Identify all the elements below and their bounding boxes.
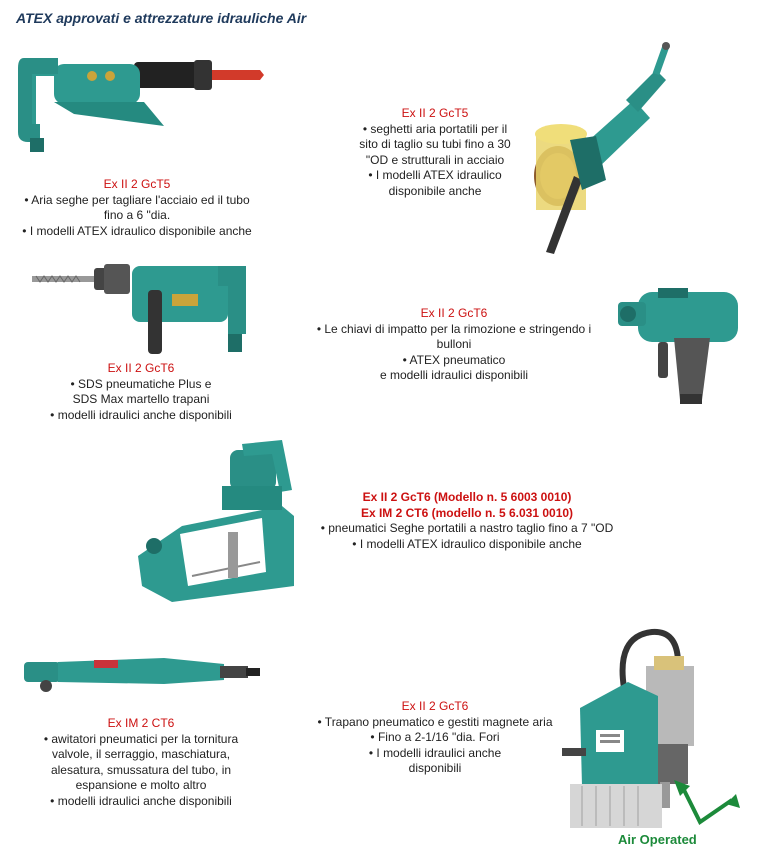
- pipe-saw-line-5: disponibile anche: [388, 183, 482, 198]
- pipe-saw-code: Ex II 2 GcT5: [401, 106, 469, 120]
- nutrunner-line-3: alesatura, smussatura del tubo, in: [50, 762, 232, 777]
- nutrunner-image: [24, 648, 260, 696]
- band-saw-text: [300, 490, 634, 552]
- reciprocating-saw-image: [14, 54, 264, 158]
- band-saw-image: [132, 436, 302, 606]
- magnet-drill-line-4: disponibili: [408, 761, 462, 775]
- pipe-saw-line-1: • seghetti aria portatili per il: [362, 121, 508, 136]
- reciprocating-saw-line-3: • I modelli ATEX idraulico disponibile anche: [22, 223, 252, 238]
- impact-wrench-line-2: bulloni: [436, 337, 472, 351]
- band-saw-code-2: Ex IM 2 CT6 (modello n. 5 6.031 0010): [360, 505, 574, 520]
- air-operated-label: Air Operated: [618, 832, 697, 847]
- hammer-drill-image: [32, 262, 250, 358]
- nutrunner-code: Ex IM 2 CT6: [107, 716, 175, 730]
- hammer-drill-line-2: SDS Max martello trapani: [72, 392, 210, 406]
- hammer-drill-line-3: • modelli idraulici anche disponibili: [50, 407, 232, 422]
- hammer-drill-line-1: • SDS pneumatiche Plus e: [70, 376, 212, 391]
- magnet-drill-line-1: • Trapano pneumatico e gestiti magnete aria: [317, 714, 553, 729]
- pipe-saw-image: [526, 40, 676, 260]
- nutrunner-line-1: • awitatori pneumatici per la tornitura: [43, 731, 239, 746]
- reciprocating-saw-text: [8, 177, 266, 239]
- hammer-drill-code: Ex II 2 GcT6: [107, 361, 175, 375]
- magnet-drill-line-2: • Fino a 2-1/16 "dia. Fori: [370, 730, 500, 744]
- reciprocating-saw-code: Ex II 2 GcT5: [103, 177, 171, 191]
- pipe-saw-text: [340, 106, 530, 199]
- band-saw-line-2: • I modelli ATEX idraulico disponibile anche: [352, 536, 582, 551]
- pipe-saw-line-2: sito di taglio su tubi fino a 30: [359, 137, 511, 151]
- nutrunner-line-5: • modelli idraulici anche disponibili: [50, 793, 232, 808]
- magnet-drill-image: [562, 626, 758, 852]
- band-saw-line-1: • pneumatici Seghe portatili a nastro taglio fino a 7 "OD: [320, 521, 614, 535]
- page-title: ATEX approvati e attrezzature idrauliche Air: [16, 10, 307, 26]
- magnet-drill-text: [300, 699, 570, 777]
- reciprocating-saw-line-1: • Aria seghe per tagliare l'acciaio ed il tubo: [24, 192, 250, 207]
- impact-wrench-line-3: • ATEX pneumatico: [402, 352, 506, 367]
- magnet-drill-code: Ex II 2 GcT6: [401, 699, 469, 713]
- nutrunner-text: [24, 716, 258, 809]
- impact-wrench-line-1: • Le chiavi di impatto per la rimozione e stringendo i: [316, 321, 592, 336]
- nutrunner-line-2: valvole, il serraggio, maschiatura,: [51, 747, 231, 761]
- pipe-saw-line-4: • I modelli ATEX idraulico: [368, 168, 502, 182]
- hammer-drill-text: [32, 361, 250, 423]
- impact-wrench-line-4: e modelli idraulici disponibili: [379, 368, 529, 382]
- nutrunner-line-4: espansione e molto altro: [75, 778, 207, 792]
- impact-wrench-code: Ex II 2 GcT6: [420, 306, 488, 320]
- impact-wrench-text: [296, 306, 612, 384]
- impact-wrench-image: [618, 282, 750, 406]
- reciprocating-saw-line-2: fino a 6 "dia.: [103, 208, 171, 222]
- magnet-drill-line-3: • I modelli idraulici anche: [368, 745, 502, 760]
- band-saw-code-1: Ex II 2 GcT6 (Modello n. 5 6003 0010): [362, 490, 572, 504]
- pipe-saw-line-3: "OD e strutturali in acciaio: [365, 152, 505, 167]
